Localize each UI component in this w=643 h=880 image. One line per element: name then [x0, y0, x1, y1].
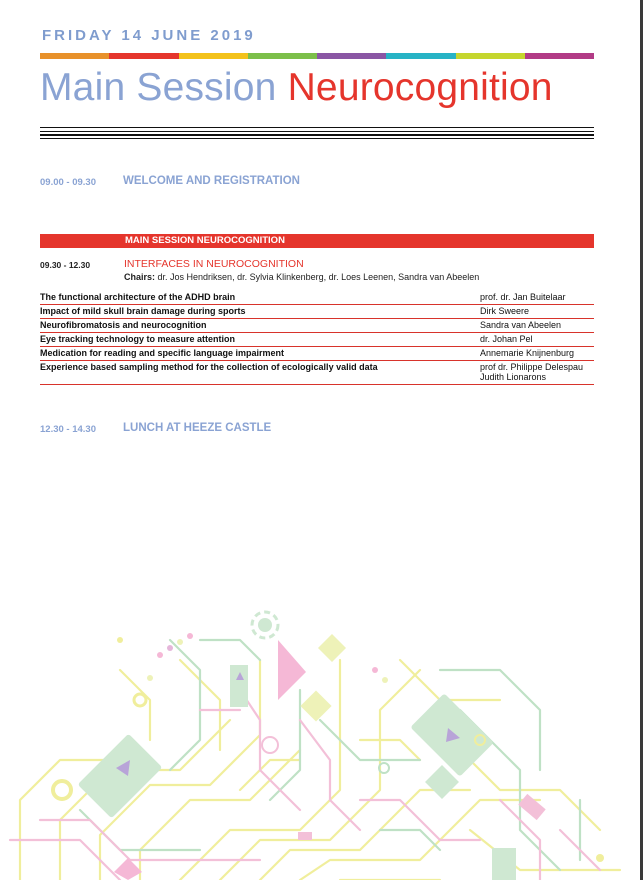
talk-title: Eye tracking technology to measure attention — [40, 334, 236, 344]
talk-speaker: dr. Johan Pel — [480, 334, 533, 344]
date-heading: FRIDAY 14 JUNE 2019 — [42, 27, 256, 44]
title-neurocognition: Neurocognition — [287, 66, 553, 109]
talk-speaker: prof dr. Philippe Delespau — [480, 362, 584, 372]
talk-speaker: prof. dr. Jan Buitelaar — [480, 292, 566, 302]
welcome-time: 09.00 - 09.30 — [40, 177, 96, 188]
title-stripes — [40, 127, 594, 141]
session-time: 09.30 - 12.30 — [40, 260, 91, 270]
session-title: INTERFACES IN NEUROCOGNITION — [124, 258, 304, 270]
talk-speaker: Annemarie Knijnenburg — [480, 348, 575, 358]
talk-row — [40, 333, 594, 347]
color-bar-segment — [456, 53, 525, 59]
talk-row — [40, 291, 594, 305]
color-bar-segment — [525, 53, 594, 59]
lunch-label: LUNCH AT HEEZE CASTLE — [123, 422, 272, 434]
lunch-time: 12.30 - 14.30 — [40, 424, 96, 435]
talk-speaker: Dirk Sweere — [480, 306, 530, 316]
color-bar-segment — [386, 53, 455, 59]
color-bar-segment — [248, 53, 317, 59]
talk-speaker: Sandra van Abeelen — [480, 320, 562, 330]
talk-speaker-second: Judith Lionarons — [480, 372, 547, 382]
color-bar-segment — [40, 53, 109, 59]
title-main-session: Main Session — [40, 66, 277, 109]
talk-row — [40, 361, 594, 385]
circuit-illustration — [0, 600, 640, 880]
welcome-label: WELCOME AND REGISTRATION — [123, 175, 300, 187]
talk-list — [40, 291, 594, 385]
chairs-label: Chairs: — [124, 272, 156, 282]
talk-speakers — [480, 362, 594, 382]
session-bar — [40, 234, 594, 248]
talk-title: Impact of mild skull brain damage during sports — [40, 306, 246, 316]
talk-title: Medication for reading and specific language impairment — [40, 348, 285, 358]
color-bar-segment — [317, 53, 386, 59]
talk-title: Neurofibromatosis and neurocognition — [40, 320, 207, 330]
talk-row — [40, 305, 594, 319]
session-chairs — [124, 272, 479, 282]
page-title — [40, 66, 553, 110]
session-bar-label: MAIN SESSION NEUROCOGNITION — [125, 235, 285, 246]
color-bar-segment — [109, 53, 178, 59]
talk-title: Experience based sampling method for the collection of ecologically valid data — [40, 362, 378, 372]
talk-row — [40, 347, 594, 361]
talk-title: The functional architecture of the ADHD brain — [40, 292, 236, 302]
talk-row — [40, 319, 594, 333]
color-bar — [40, 53, 594, 59]
color-bar-segment — [179, 53, 248, 59]
chairs-names: dr. Jos Hendriksen, dr. Sylvia Klinkenberg, dr. Loes Leenen, Sandra van Abeelen — [157, 272, 480, 282]
